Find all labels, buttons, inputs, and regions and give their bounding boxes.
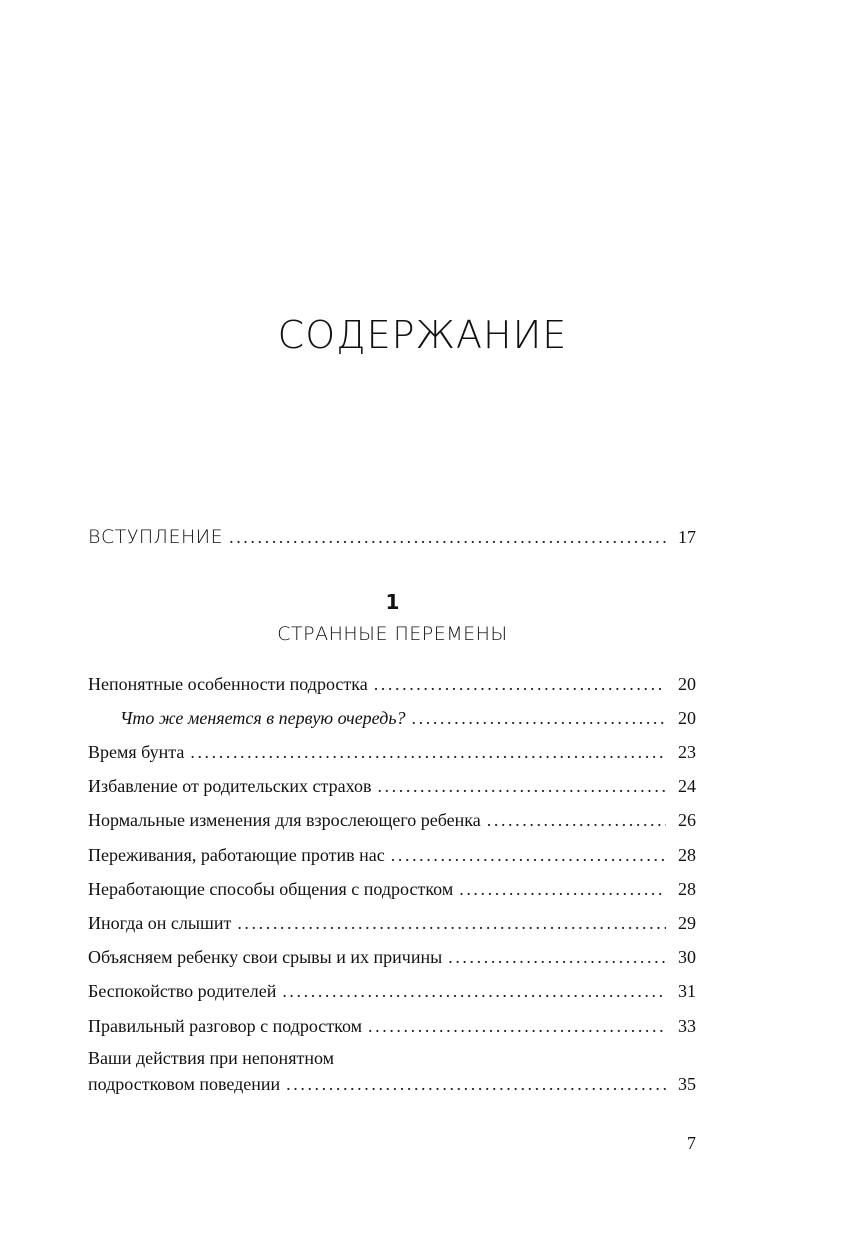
chapter-title: СТРАННЫЕ ПЕРЕМЕНЫ — [277, 623, 508, 645]
dot-leader — [229, 527, 666, 548]
dot-leader — [368, 1016, 666, 1037]
toc-entry[interactable] — [88, 947, 696, 975]
toc-entry[interactable] — [88, 1016, 696, 1044]
dot-leader — [190, 742, 666, 763]
toc-entry[interactable] — [88, 742, 696, 770]
toc-entry[interactable] — [88, 1074, 696, 1102]
dot-leader — [391, 845, 666, 866]
toc-entry-page: 28 — [678, 845, 696, 865]
dot-leader — [487, 810, 666, 831]
toc-entry-page: 29 — [678, 913, 696, 933]
toc-entry-page: 20 — [678, 708, 696, 728]
toc-entry-label: Объясняем ребенку свои срывы и их причины — [88, 947, 443, 967]
toc-entry-page: 33 — [678, 1016, 696, 1036]
toc-entry-page: 28 — [678, 879, 696, 899]
toc-entry[interactable] — [88, 981, 696, 1009]
toc-entry-label: Правильный разговор с подростком — [88, 1016, 363, 1036]
toc-entry-intro[interactable] — [88, 526, 696, 554]
toc-entry-page: 17 — [678, 527, 696, 547]
toc-entry-label: Беспокойство родителей — [88, 981, 277, 1001]
dot-leader — [237, 913, 666, 934]
toc-entry-page: 35 — [678, 1074, 696, 1094]
toc-entry-label-line1[interactable]: Ваши действия при непонятном — [88, 1048, 335, 1068]
toc-entry[interactable] — [88, 810, 696, 838]
dot-leader — [459, 879, 666, 900]
toc-entry-label: Избавление от родительских страхов — [88, 776, 372, 796]
toc-entry-page: 23 — [678, 742, 696, 762]
toc-entry-label: Неработающие способы общения с подростком — [88, 879, 454, 899]
toc-entry[interactable] — [88, 776, 696, 804]
toc-entry-page: 31 — [678, 981, 696, 1001]
toc-entry-page: 20 — [678, 674, 696, 694]
toc-entry-label: Нормальные изменения для взрослеющего ребенка — [88, 810, 481, 830]
toc-entry-page: 26 — [678, 810, 696, 830]
toc-entry-label: Иногда он слышит — [88, 913, 232, 933]
toc-entry[interactable] — [88, 879, 696, 907]
toc-entry-page: 30 — [678, 947, 696, 967]
toc-entry[interactable] — [88, 913, 696, 941]
page-title: СОДЕРЖАНИЕ — [277, 313, 568, 357]
page-number: 7 — [687, 1133, 696, 1153]
toc-entry-label: Что же меняется в первую очередь? — [120, 708, 406, 728]
dot-leader — [377, 776, 666, 797]
toc-entry-label: Время бунта — [88, 742, 185, 762]
toc-entry[interactable] — [88, 674, 696, 702]
toc-entry-label-line2: подростковом поведении — [88, 1074, 281, 1094]
dot-leader — [448, 947, 666, 968]
dot-leader — [412, 708, 666, 729]
toc-entry[interactable] — [88, 845, 696, 873]
toc-entry-page: 24 — [678, 776, 696, 796]
toc-entry-label: ВСТУПЛЕНИЕ — [88, 526, 224, 548]
dot-leader — [282, 981, 666, 1002]
toc-subentry[interactable] — [120, 708, 696, 736]
chapter-number: 1 — [385, 590, 400, 614]
dot-leader — [286, 1074, 666, 1095]
toc-entry-label: Непонятные особенности подростка — [88, 674, 368, 694]
dot-leader — [374, 674, 666, 695]
toc-entry-label: Переживания, работающие против нас — [88, 845, 385, 865]
